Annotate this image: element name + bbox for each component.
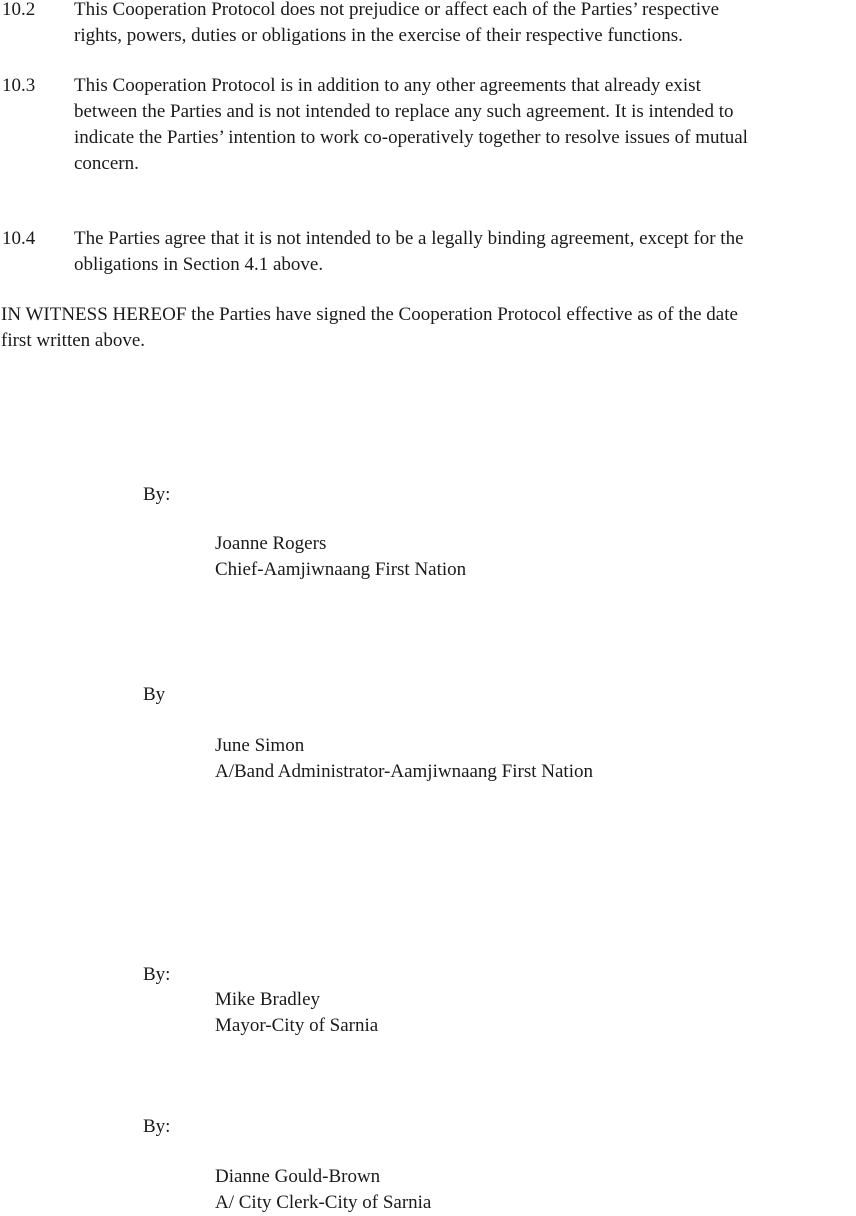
signatory-title: Chief-Aamjiwnaang First Nation <box>215 559 467 580</box>
signatory-name: Mike Bradley <box>215 989 321 1010</box>
by-label: By <box>143 684 166 705</box>
signatory-block <box>215 987 378 1039</box>
signatory-block <box>215 1164 431 1216</box>
witness-line: first written above. <box>1 330 146 351</box>
clause-text <box>74 0 719 49</box>
signatory-name: Joanne Rogers <box>215 533 327 554</box>
clause-number: 10.2 <box>2 0 36 20</box>
clause-text <box>74 73 748 177</box>
clause-line: This Cooperation Protocol does not prejudice or affect each of the Parties’ respective <box>74 0 720 20</box>
clause-line: concern. <box>74 153 139 174</box>
witness-statement <box>1 302 738 354</box>
clause-line: between the Parties and is not intended to replace any such agreement. It is intended to <box>74 101 734 122</box>
clause-text <box>74 226 744 278</box>
by-label: By: <box>143 484 171 505</box>
signatory-title: A/Band Administrator-Aamjiwnaang First Nation <box>215 761 593 782</box>
signatory-name: Dianne Gould-Brown <box>215 1166 381 1187</box>
witness-line: IN WITNESS HEREOF the Parties have signed the Cooperation Protocol effective as of the date <box>1 304 738 325</box>
signatory-block <box>215 531 466 583</box>
clause-number: 10.4 <box>2 228 36 249</box>
signatory-block <box>215 733 593 785</box>
by-label: By: <box>143 1116 171 1137</box>
clause-line: rights, powers, duties or obligations in the exercise of their respective functions. <box>74 25 683 46</box>
clause-line: indicate the Parties’ intention to work co-operatively together to resolve issues of mutual <box>74 127 748 148</box>
signatory-name: June Simon <box>215 735 305 756</box>
clause-line: The Parties agree that it is not intended to be a legally binding agreement, except for the <box>74 228 744 249</box>
by-label: By: <box>143 964 171 985</box>
signatory-title: A/ City Clerk-City of Sarnia <box>215 1192 432 1213</box>
signatory-title: Mayor-City of Sarnia <box>215 1015 379 1036</box>
clause-number: 10.3 <box>2 75 36 96</box>
clause-line: obligations in Section 4.1 above. <box>74 254 324 275</box>
clause-line: This Cooperation Protocol is in addition to any other agreements that already exist <box>74 75 701 96</box>
